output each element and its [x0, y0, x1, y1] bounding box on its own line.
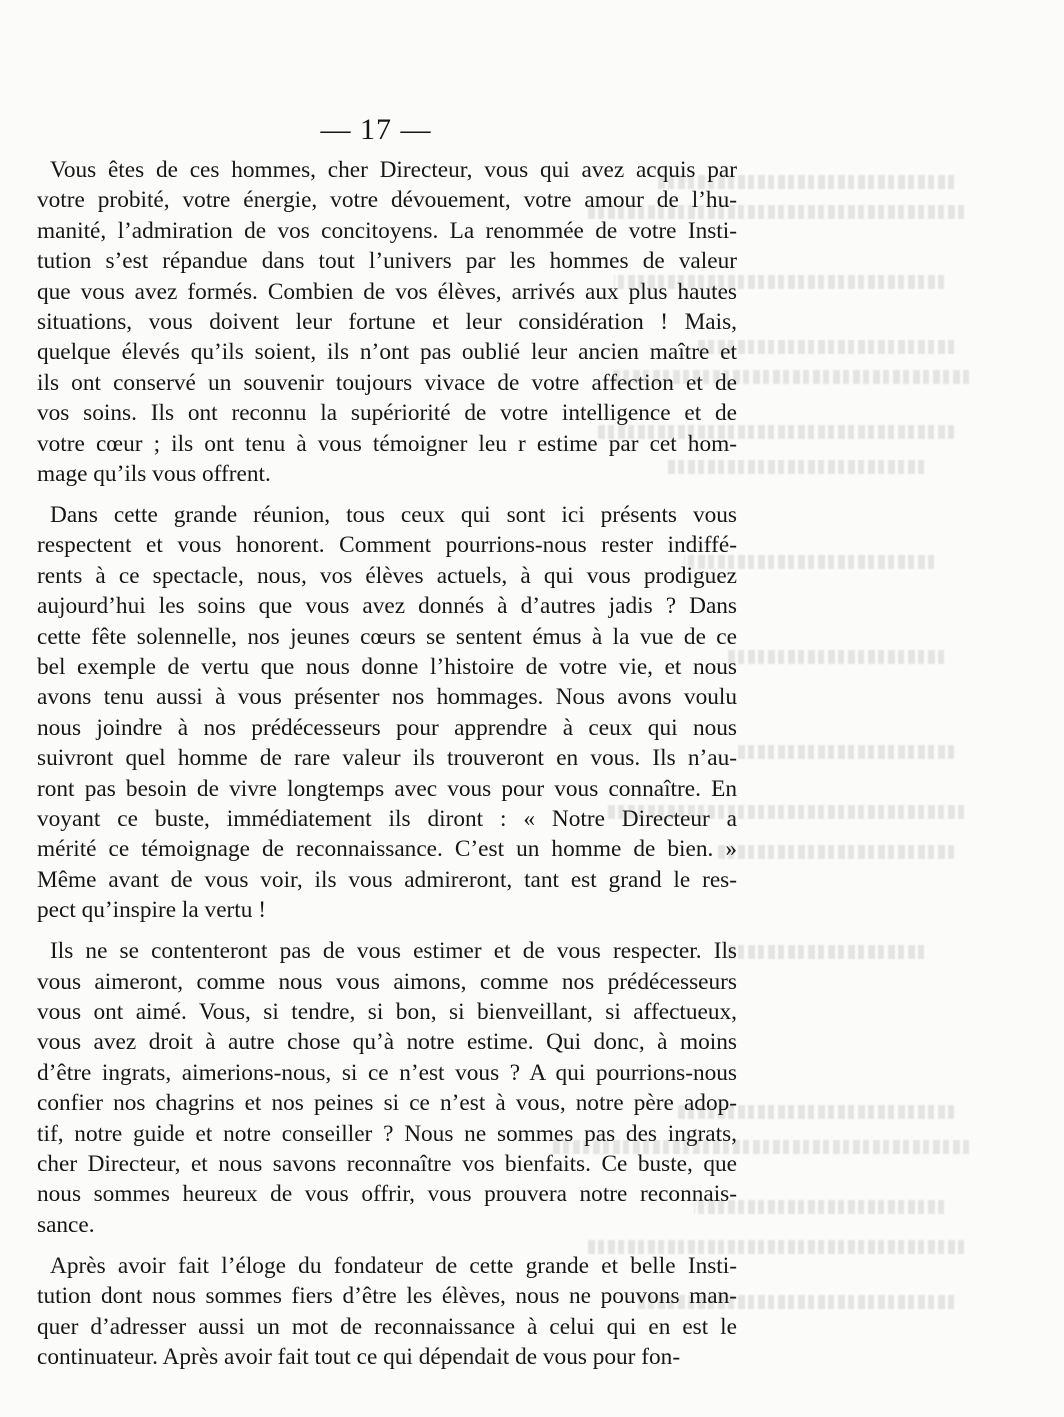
text-line: Vous êtes de ces hommes, cher Directeur, vous qui avez acquis par: [50, 157, 737, 183]
paragraph: [37, 155, 737, 489]
text-line: vos soins. Ils ont reconnu la supériorité de votre intelligence et de: [37, 400, 737, 427]
page-number: — 17 —: [320, 113, 432, 146]
text-line: tution dont nous sommes fiers d’être les élèves, nous ne pouvons man-: [37, 1283, 737, 1310]
text-line: vous avez droit à autre chose qu’à notre estime. Qui donc, à moins: [37, 1029, 737, 1056]
text-line: Ils ne se contenteront pas de vous estimer et de vous respecter. Ils: [50, 938, 737, 965]
text-line: votre cœur ; ils ont tenu à vous témoigner leu r estime par cet hom-: [37, 430, 737, 457]
text-line: confier nos chagrins et nos peines si ce n’est à vous, notre père adop-: [37, 1090, 737, 1117]
text-line: ils ont conservé un souvenir toujours vivace de votre affection et de: [37, 369, 737, 396]
paragraph: [37, 1251, 737, 1373]
paragraph: [37, 500, 737, 926]
text-line: bel exemple de vertu que nous donne l’histoire de votre vie, et nous: [37, 654, 737, 680]
text-line: d’être ingrats, aimerions-nous, si ce n’est vous ? A qui pourrions-nous: [37, 1059, 737, 1086]
text-line: vous aimeront, comme nous vous aimons, comme nos prédécesseurs: [37, 968, 737, 995]
paragraph: [37, 936, 737, 1240]
text-line: manité, l’admiration de vos concitoyens. La renommée de votre Insti-: [37, 217, 737, 244]
text-line: suivront quel homme de rare valeur ils trouveront en vous. Ils n’au-: [37, 745, 737, 772]
text-line: voyant ce buste, immédiatement ils diront : « Notre Directeur a: [37, 806, 737, 833]
text-line: mage qu’ils vous offrent.: [37, 461, 271, 488]
text-line: cher Directeur, et nous savons reconnaître vos bienfaits. Ce buste, que: [37, 1151, 737, 1177]
text-line: situations, vous doivent leur fortune et leur considération ! Mais,: [37, 309, 737, 336]
text-line: nous sommes heureux de vous offrir, vous prouvera notre reconnais-: [37, 1181, 737, 1208]
text-line: Même avant de vous voir, ils vous admireront, tant est grand le res-: [37, 866, 737, 893]
text-line: cette fête solennelle, nos jeunes cœurs se sentent émus à la vue de ce: [37, 623, 737, 650]
text-line: tution s’est répandue dans tout l’univers par les hommes de valeur: [37, 248, 737, 275]
text-line: Après avoir fait l’éloge du fondateur de cette grande et belle Insti-: [50, 1252, 737, 1279]
text-line: respectent et vous honorent. Comment pourrions-nous rester indiffé-: [37, 532, 737, 559]
text-line: ront pas besoin de vivre longtemps avec vous pour vous connaître. En: [37, 775, 737, 802]
text-line: quelque élevés qu’ils soient, ils n’ont pas oublié leur ancien maître et: [37, 339, 737, 366]
text-line: Dans cette grande réunion, tous ceux qui sont ici présents vous: [50, 501, 737, 528]
text-line: aujourd’hui les soins que vous avez donnés à d’autres jadis ? Dans: [37, 593, 737, 620]
text-line: mérité ce témoignage de reconnaissance. C’est un homme de bien. »: [37, 836, 737, 863]
text-line: votre probité, votre énergie, votre dévouement, votre amour de l’hu-: [37, 187, 737, 214]
text-line: vous ont aimé. Vous, si tendre, si bon, si bienveillant, si affectueux,: [37, 998, 737, 1025]
text-line: pect qu’inspire la vertu !: [37, 897, 266, 924]
text-line: sance.: [37, 1211, 95, 1238]
text-line: avons tenu aussi à vous présenter nos hommages. Nous avons voulu: [37, 684, 737, 711]
text-line: quer d’adresser aussi un mot de reconnaissance à celui qui en est le: [37, 1313, 737, 1340]
text-line: continuateur. Après avoir fait tout ce qui dépendait de vous pour fon-: [37, 1343, 681, 1370]
text-line: que vous avez formés. Combien de vos élèves, arrivés aux plus hautes: [37, 278, 737, 305]
text-line: tif, notre guide et notre conseiller ? Nous ne sommes pas des ingrats,: [37, 1120, 737, 1147]
text-line: rents à ce spectacle, nous, vos élèves actuels, à qui vous prodiguez: [37, 562, 737, 589]
page-body: [37, 155, 737, 1383]
text-line: nous joindre à nos prédécesseurs pour apprendre à ceux qui nous: [37, 714, 737, 741]
